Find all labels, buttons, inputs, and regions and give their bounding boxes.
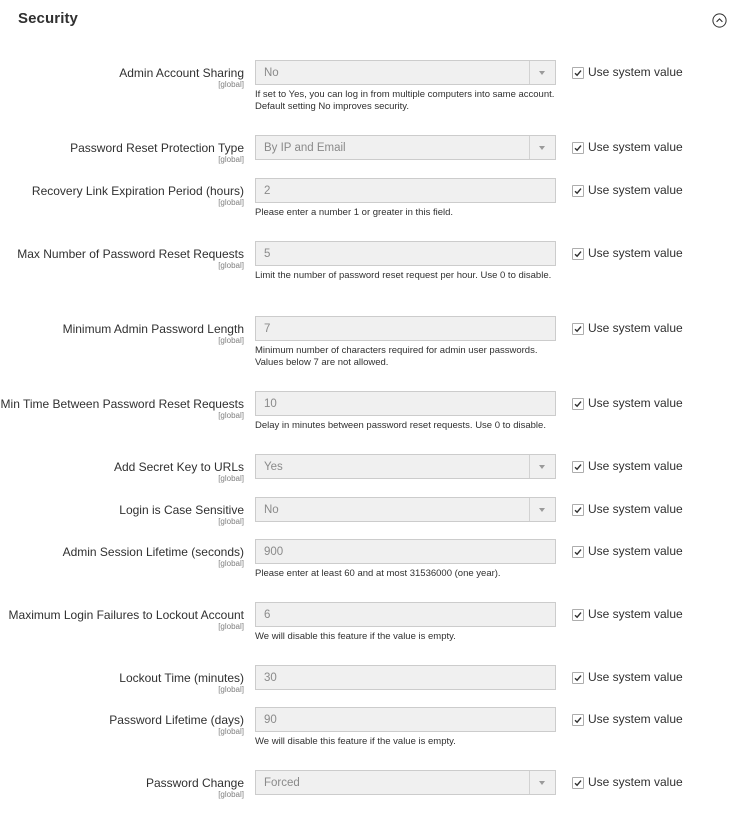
field-value: No (264, 67, 279, 79)
field-value: Yes (264, 461, 283, 473)
field-value: By IP and Email (264, 142, 346, 154)
field-label-group (119, 66, 244, 89)
scope-label: [global] (218, 790, 244, 799)
use-system-value-checkbox[interactable] (572, 398, 584, 410)
use-system-value-checkbox[interactable] (572, 142, 584, 154)
field-value: 7 (264, 323, 271, 335)
field-label-group (32, 184, 244, 207)
checkmark-icon (574, 187, 582, 195)
use-system-value-checkbox[interactable] (572, 185, 584, 197)
caret-down-icon (539, 146, 545, 150)
use-system-value-label: Use system value (588, 544, 683, 558)
field-label: Admin Account Sharing (119, 66, 244, 80)
field-input[interactable] (255, 539, 556, 564)
field-value: 5 (264, 248, 271, 260)
field-select[interactable] (255, 770, 556, 795)
field-label: Add Secret Key to URLs (113, 460, 244, 474)
checkmark-icon (574, 325, 582, 333)
field-label: Maximum Login Failures to Lockout Account (8, 608, 244, 622)
use-system-value-label: Use system value (588, 502, 683, 516)
field-value: 2 (264, 185, 271, 197)
chevron-up-circle-icon[interactable] (712, 13, 727, 28)
use-system-value-label: Use system value (588, 140, 683, 154)
dropdown-button[interactable] (529, 136, 555, 159)
checkmark-icon (574, 611, 582, 619)
section-title: Security (18, 10, 78, 27)
use-system-value-label: Use system value (588, 670, 683, 684)
scope-label: [global] (218, 261, 244, 270)
field-label-group (114, 460, 244, 483)
field-select[interactable] (255, 60, 556, 85)
use-system-value-label: Use system value (588, 183, 683, 197)
use-system-value-checkbox[interactable] (572, 777, 584, 789)
checkmark-icon (574, 548, 582, 556)
field-input[interactable] (255, 602, 556, 627)
field-note: Limit the number of password reset request per hour. Use 0 to disable. (255, 270, 552, 281)
use-system-value-checkbox[interactable] (572, 67, 584, 79)
field-label-group (1, 397, 244, 420)
checkmark-icon (574, 779, 582, 787)
section-header[interactable] (0, 0, 750, 40)
scope-label: [global] (218, 80, 244, 89)
checkmark-icon (574, 674, 582, 682)
field-input[interactable] (255, 178, 556, 203)
caret-down-icon (539, 71, 545, 75)
field-value: 30 (264, 672, 277, 684)
use-system-value-label: Use system value (588, 396, 683, 410)
field-input[interactable] (255, 391, 556, 416)
use-system-value-label: Use system value (588, 607, 683, 621)
dropdown-button[interactable] (529, 61, 555, 84)
field-label: Login is Case Sensitive (119, 503, 244, 517)
field-label-group (119, 671, 244, 694)
field-value: 90 (264, 714, 277, 726)
field-note: Delay in minutes between password reset requests. Use 0 to disable. (255, 420, 546, 431)
field-value: Forced (264, 777, 300, 789)
field-value: No (264, 504, 279, 516)
field-label: Recovery Link Expiration Period (hours) (31, 184, 244, 198)
caret-down-icon (539, 508, 545, 512)
field-select[interactable] (255, 135, 556, 160)
checkmark-icon (574, 69, 582, 77)
use-system-value-checkbox[interactable] (572, 461, 584, 473)
field-label: Max Number of Password Reset Requests (17, 247, 244, 261)
caret-down-icon (539, 465, 545, 469)
field-input[interactable] (255, 241, 556, 266)
scope-label: [global] (218, 559, 244, 568)
scope-label: [global] (218, 336, 244, 345)
field-note: We will disable this feature if the value is empty. (255, 631, 456, 642)
field-label: Password Change (145, 776, 244, 790)
use-system-value-label: Use system value (588, 712, 683, 726)
dropdown-button[interactable] (529, 455, 555, 478)
use-system-value-checkbox[interactable] (572, 248, 584, 260)
field-input[interactable] (255, 707, 556, 732)
checkmark-icon (574, 463, 582, 471)
scope-label: [global] (218, 685, 244, 694)
scope-label: [global] (218, 198, 244, 207)
field-input[interactable] (255, 316, 556, 341)
dropdown-button[interactable] (529, 498, 555, 521)
checkmark-icon (574, 506, 582, 514)
field-label-group (109, 713, 244, 736)
field-value: 900 (264, 546, 284, 558)
use-system-value-checkbox[interactable] (572, 672, 584, 684)
scope-label: [global] (218, 727, 244, 736)
field-select[interactable] (255, 454, 556, 479)
use-system-value-label: Use system value (588, 321, 683, 335)
field-label: Password Reset Protection Type (70, 141, 244, 155)
field-label: Admin Session Lifetime (seconds) (62, 545, 244, 559)
field-label: Minimum Admin Password Length (62, 322, 244, 336)
use-system-value-label: Use system value (588, 65, 683, 79)
field-label-group (146, 776, 244, 799)
field-select[interactable] (255, 497, 556, 522)
checkmark-icon (574, 250, 582, 258)
field-label-group (63, 322, 244, 345)
use-system-value-checkbox[interactable] (572, 714, 584, 726)
field-value: 6 (264, 609, 271, 621)
field-label: Lockout Time (minutes) (119, 671, 244, 685)
scope-label: [global] (218, 622, 244, 631)
scope-label: [global] (218, 411, 244, 420)
field-label-group (9, 608, 244, 631)
use-system-value-checkbox[interactable] (572, 609, 584, 621)
field-label-group (63, 545, 244, 568)
dropdown-button[interactable] (529, 771, 555, 794)
use-system-value-label: Use system value (588, 246, 683, 260)
field-note: Please enter a number 1 or greater in this field. (255, 207, 454, 218)
field-label: Password Lifetime (days) (109, 713, 244, 727)
field-note: Minimum number of characters required for admin user passwords. Values below 7 are not allowed. (255, 345, 538, 368)
field-note: We will disable this feature if the value is empty. (255, 736, 456, 747)
use-system-value-checkbox[interactable] (572, 504, 584, 516)
use-system-value-checkbox[interactable] (572, 546, 584, 558)
use-system-value-label: Use system value (588, 459, 683, 473)
checkmark-icon (574, 400, 582, 408)
scope-label: [global] (218, 474, 244, 483)
scope-label: [global] (218, 155, 244, 164)
checkmark-icon (574, 144, 582, 152)
field-label: Min Time Between Password Reset Requests (0, 397, 244, 411)
field-label-group (119, 503, 244, 526)
field-input[interactable] (255, 665, 556, 690)
checkmark-icon (574, 716, 582, 724)
field-note: Please enter at least 60 and at most 31536000 (one year). (255, 568, 501, 579)
use-system-value-checkbox[interactable] (572, 323, 584, 335)
field-value: 10 (264, 398, 277, 410)
field-note: If set to Yes, you can log in from multiple computers into same account. Default setting No improves security. (255, 89, 555, 112)
caret-down-icon (539, 781, 545, 785)
field-label-group (17, 247, 244, 270)
field-label-group (70, 141, 244, 164)
scope-label: [global] (218, 517, 244, 526)
use-system-value-label: Use system value (588, 775, 683, 789)
